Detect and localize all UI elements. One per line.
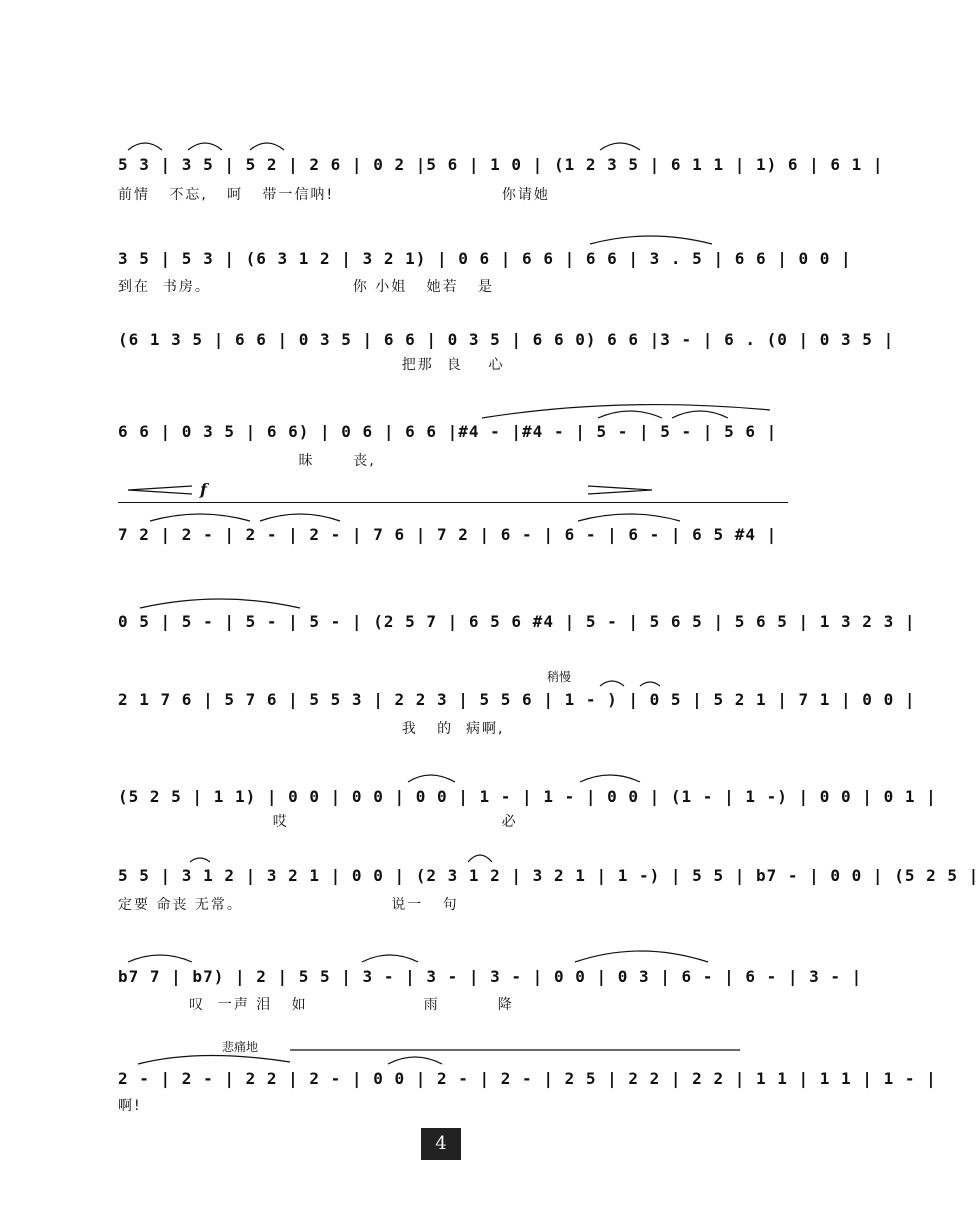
crescendo-hairpin bbox=[128, 486, 192, 494]
notation-line-3: (6 1 3 5 | 6 6 | 0 3 5 | 6 6 | 0 3 5 | 6 6 0) 6 6 |3 - | 6 . (0 | 0 3 5 | bbox=[118, 330, 895, 349]
lyrics-line-9: 定要 命丧 无常。 说一 句 bbox=[118, 897, 459, 913]
slur bbox=[600, 681, 624, 686]
slur bbox=[590, 236, 712, 244]
slur bbox=[138, 1055, 290, 1064]
notation-line-2: 3 5 | 5 3 | (6 3 1 2 | 3 2 1) | 0 6 | 6 6 | 6 6 | 3 . 5 | 6 6 | 0 0 | bbox=[118, 249, 852, 268]
lyrics-line-8: 哎 必 bbox=[118, 814, 518, 830]
notation-line-5: 7 2 | 2 - | 2 - | 2 - | 7 6 | 7 2 | 6 - | 6 - | 6 - | 6 5 #4 | bbox=[118, 525, 778, 544]
lyrics-line-4: 昧 丧, bbox=[118, 453, 376, 469]
slur bbox=[468, 855, 492, 862]
slur bbox=[190, 858, 210, 862]
slur bbox=[362, 955, 418, 962]
tempo-mark: 稍慢 bbox=[547, 670, 572, 684]
slur bbox=[600, 143, 640, 150]
slur bbox=[598, 411, 662, 418]
slur bbox=[672, 411, 728, 418]
slur bbox=[580, 775, 640, 782]
dynamic-forte: f bbox=[200, 480, 207, 499]
notation-line-11: 2 - | 2 - | 2 2 | 2 - | 0 0 | 2 - | 2 - | 2 5 | 2 2 | 2 2 | 1 1 | 1 1 | 1 - | bbox=[118, 1069, 937, 1088]
slur bbox=[188, 143, 222, 150]
slur bbox=[578, 514, 680, 521]
slur bbox=[128, 143, 162, 150]
expression-mark: 悲痛地 bbox=[222, 1040, 259, 1054]
slur bbox=[150, 514, 250, 521]
lyrics-line-1: 前情 不忘, 呵 带一信呐! 你请她 bbox=[118, 187, 550, 203]
slur bbox=[140, 599, 300, 608]
lyrics-line-2: 到在 书房。 你 小姐 她若 是 bbox=[118, 279, 494, 295]
notation-line-9: 5 5 | 3 1 2 | 3 2 1 | 0 0 | (2 3 1 2 | 3 2 1 | 1 -) | 5 5 | b7 - | 0 0 | (5 2 5 | bbox=[118, 866, 979, 885]
notation-line-10: b7 7 | b7) | 2 | 5 5 | 3 - | 3 - | 3 - | 0 0 | 0 3 | 6 - | 6 - | 3 - | bbox=[118, 967, 863, 986]
slur bbox=[260, 514, 340, 521]
slur bbox=[250, 143, 284, 150]
notation-line-7: 2 1 7 6 | 5 7 6 | 5 5 3 | 2 2 3 | 5 5 6 | 1 - ) | 0 5 | 5 2 1 | 7 1 | 0 0 | bbox=[118, 690, 916, 709]
lyrics-line-11: 啊! bbox=[118, 1098, 142, 1114]
lyrics-line-3: 把那 良 心 bbox=[118, 357, 505, 373]
slur bbox=[408, 775, 455, 782]
lyrics-line-10: 叹 一声 泪 如 雨 降 bbox=[118, 997, 514, 1013]
lyrics-line-7: 我 的 病啊, bbox=[118, 721, 505, 737]
slur bbox=[640, 682, 660, 686]
notation-line-4: 6 6 | 0 3 5 | 6 6) | 0 6 | 6 6 |#4 - |#4 - | 5 - | 5 - | 5 6 | bbox=[118, 422, 778, 441]
decrescendo-hairpin bbox=[588, 486, 652, 494]
page-number: 4 bbox=[421, 1128, 461, 1160]
notation-line-6: 0 5 | 5 - | 5 - | 5 - | (2 5 7 | 6 5 6 #4 | 5 - | 5 6 5 | 5 6 5 | 1 3 2 3 | bbox=[118, 612, 916, 631]
slur bbox=[128, 955, 192, 962]
notation-line-1: 5 3 | 3 5 | 5 2 | 2 6 | 0 2 |5 6 | 1 0 | (1 2 3 5 | 6 1 1 | 1) 6 | 6 1 | bbox=[118, 155, 884, 174]
slur bbox=[575, 951, 708, 962]
notation-line-8: (5 2 5 | 1 1) | 0 0 | 0 0 | 0 0 | 1 - | 1 - | 0 0 | (1 - | 1 -) | 0 0 | 0 1 | bbox=[118, 787, 937, 806]
slur bbox=[388, 1057, 442, 1064]
